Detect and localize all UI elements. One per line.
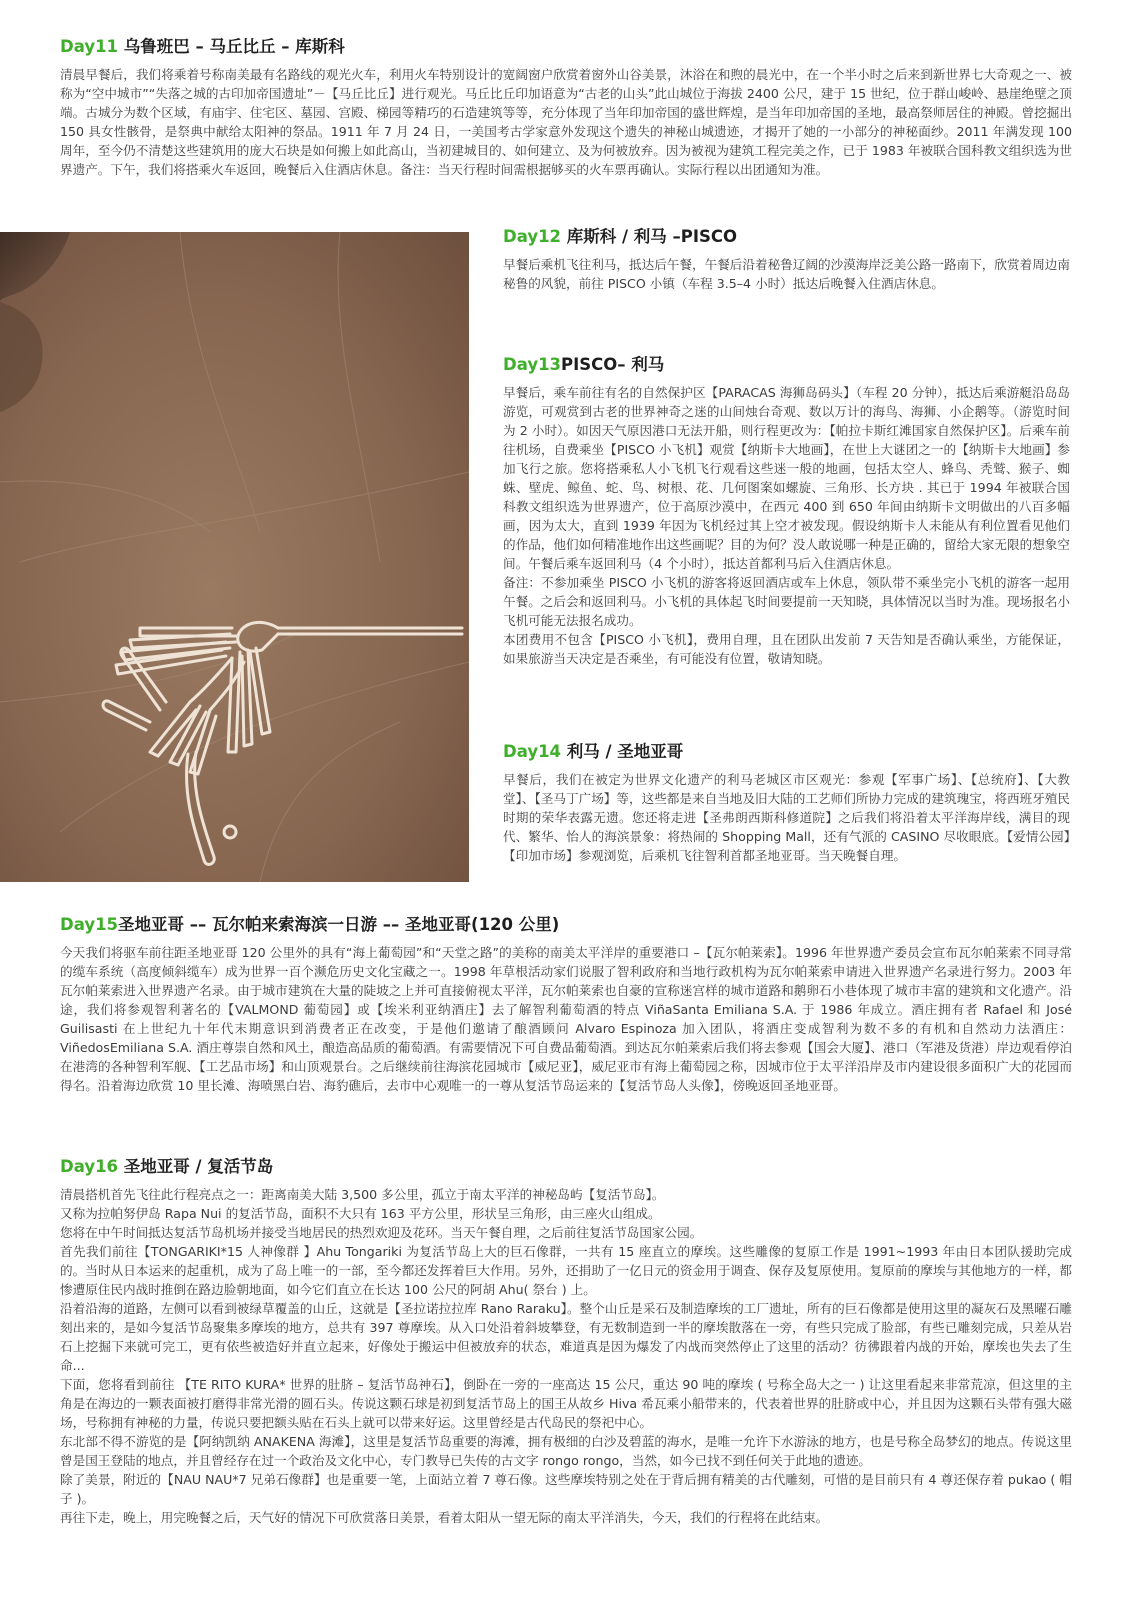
day16-paragraph: 您将在中午时间抵达复活节岛机场并接受当地居民的热烈欢迎及花环。当天午餐自理，之后前往复活节岛国家公园。 — [60, 1225, 703, 1240]
nazca-hummingbird-image — [0, 232, 469, 882]
day16-paragraph: 清晨搭机首先飞往此行程亮点之一：距离南美大陆 3,500 多公里，孤立于南太平洋的神秘岛屿【复活节岛】。 — [60, 1187, 665, 1202]
day15-section — [60, 914, 1072, 1095]
day16-paragraph: 沿着沿海的道路，左侧可以看到被绿草覆盖的山丘，这就是【圣拉诺拉拉库 Rano Raraku】。整个山丘是采石及制造摩埃的工厂遗址，所有的巨石像都是使用这里的凝灰石及黑曜石雕刻出来的，是如今复活节岛聚集多摩埃的地方，总共有 397 尊摩埃。从入口处沿着斜坡攀登，有无数制造到一半的摩埃散落在一旁，有些只完成了脸部，有些已雕刻完成，只差从岩石上挖掘下来就可完工，更有依些被造好并直立起来，好像处于搬运中但被放弃的状态，难道真是因为爆发了内战而突然停止了这里的活动？彷彿跟着内战的开始，摩埃也失去了生命... — [60, 1301, 1072, 1373]
day13-title: Day13PISCO– 利马 — [503, 355, 665, 374]
day16-paragraph: 除了美景，附近的【NAU NAU*7 兄弟石像群】也是重要一笔，上面站立着 7 尊石像。这些摩埃特别之处在于背后拥有精美的古代雕刻，可惜的是目前只有 4 尊还保存着 pukao ( 帽子 )。 — [60, 1472, 1072, 1506]
day16-title: Day16 圣地亚哥 / 复活节岛 — [60, 1157, 274, 1176]
day14-section — [503, 741, 1070, 865]
day12-paragraph: 早餐后乘机飞往利马，抵达后午餐，午餐后沿着秘鲁辽阔的沙漠海岸泛美公路一路南下，欣赏着周边南秘鲁的风貌，前往 PISCO 小镇（车程 3.5–4 小时）抵达后晚餐入住酒店休息。 — [503, 257, 1070, 291]
day11-section — [60, 36, 1072, 179]
day16-section — [60, 1156, 1072, 1527]
day13-paragraph-fee: 本团费用不包含【PISCO 小飞机】，费用自理，且在团队出发前 7 天告知是否确认乘坐，方能保证，如果旅游当天决定是否乘坐，有可能没有位置，敬请知晓。 — [503, 632, 1070, 666]
day13-section — [503, 354, 1070, 668]
day13-paragraph-note: 备注：不参加乘坐 PISCO 小飞机的游客将返回酒店或车上休息，领队带不乘坐完小飞机的游客一起用午餐。之后会和返回利马。小飞机的具体起飞时间要提前一天知晓，具体情况以当时为准。现场报名小飞机可能无法报名成功。 — [503, 575, 1070, 628]
day16-paragraph: 下面，您将看到前往 【TE RITO KURA* 世界的肚脐 – 复活节岛神石】，倒卧在一旁的一座高达 15 公尺，重达 90 吨的摩埃 ( 号称全岛大之一 ) 让这里看起来非常荒凉，但这里的主角是在海边的一颗表面被打磨得非常光滑的圆石头。传说这颗石球是初到复活节岛上的国王从故乡 Hiva 希瓦乘小船带来的，代表着世界的肚脐或中心，并且因为这颗石头带有强大磁场，号称拥有神秘的力量，传说只要把额头贴在石头上就可以带来好运。这里曾经是古代岛民的祭祀中心。 — [60, 1377, 1072, 1430]
day12-title: Day12 库斯科 / 利马 –PISCO — [503, 227, 738, 246]
day16-paragraph: 又称为拉帕努伊岛 Rapa Nui 的复活节岛，面积不大只有 163 平方公里，形状呈三角形，由三座火山组成。 — [60, 1206, 661, 1221]
day15-paragraph: 今天我们将驱车前往距圣地亚哥 120 公里外的具有“海上葡萄园”和“天堂之路”的美称的南美太平洋岸的重要港口 –【瓦尔帕莱索】。1996 年世界遗产委员会宣布瓦尔帕莱索不同寻常的缆车系统（高度倾斜缆车）成为世界一百个濒危历史文化宝藏之一。1998 年草根活动家们说服了智利政府和当地行政机构为瓦尔帕莱索申请进入世界遗产名录进行努力。2003 年瓦尔帕莱索进入世界遗产名录。由于城市建筑在大量的陡坡之上并可直接俯视太平洋，瓦尔帕莱索也自豪的宣称迷宫样的城市道路和鹅卵石小巷体现了城市丰富的建筑和文化遗产。沿途，我们将参观智利著名的【VALMOND 葡萄园】或【埃米利亚纳酒庄】去了解智利葡萄酒的特点 ViñaSanta Emiliana S.A. 于 1986 年成立。酒庄拥有者 Rafael 和 José Guilisasti 在上世纪九十年代末期意识到消费者正在改变，于是他们邀请了酿酒顾问 Alvaro Espinoza 加入团队，将酒庄变成智利为数不多的有机和自然动力法酒庄：ViñedosEmiliana S.A. 酒庄尊崇自然和风土，酿造高品质的葡萄酒。有需要情况下可自费品葡萄酒。到达瓦尔帕莱索后我们将去参观【国会大厦】、港口（军港及货港）岸边观看停泊在港湾的各种智利军舰、【工艺品市场】和山顶观景台。之后继续前往海滨花园城市【威尼亚】，威尼亚市有海上葡萄园之称，因城市位于太平洋沿岸及市内建设很多面积广大的花园而得名。沿着海边欣赏 10 里长滩、海喷黑白岩、海豹礁后，去市中心观唯一的一尊从复活节岛运来的【复活节岛人头像】，傍晚返回圣地亚哥。 — [60, 945, 1072, 1093]
nazca-photo — [0, 232, 469, 882]
day15-title: Day15圣地亚哥 –– 瓦尔帕来索海滨一日游 –– 圣地亚哥(120 公里) — [60, 915, 560, 934]
day11-paragraph: 清晨早餐后，我们将乘着号称南美最有名路线的观光火车，利用火车特别设计的宽阔窗户欣赏着窗外山谷美景，沐浴在和煦的晨光中，在一个半小时之后来到新世界七大奇观之一、被称为“空中城市”“失落之城的古印加帝国遗址”－【马丘比丘】进行观光。马丘比丘印加语意为“古老的山头”此山城位于海拔 2400 公尺，建于 15 世纪，位于群山峻岭、悬崖绝壁之顶端。古城分为数个区域，有庙宇、住宅区、墓园、宫殿、梯园等精巧的石造建筑等等，充分体现了当年印加帝国的盛世辉煌，是当年印加帝国的圣地，最高祭师居住的神殿。曾挖掘出 150 具女性骸骨，是祭典中献给太阳神的祭品。1911 年 7 月 24 日，一美国考古学家意外发现这个遗失的神秘山城遗迹，才揭开了她的一小部分的神秘面纱。2011 年满发现 100 周年，至今仍不清楚这些建筑用的庞大石块是如何搬上如此高山，当初建城目的、如何建立、及为何被放弃。因为被视为建筑工程完美之作，已于 1983 年被联合国科教文组织选为世界遗产。下午，我们将搭乘火车返回，晚餐后入住酒店休息。备注：当天行程时间需根据够买的火车票再确认。实际行程以出团通知为准。 — [60, 67, 1072, 177]
day16-paragraph: 东北部不得不游览的是【阿纳凯纳 ANAKENA 海滩】，这里是复活节岛重要的海滩，拥有极细的白沙及碧蓝的海水，是唯一允许下水游泳的地方，也是号称全岛梦幻的地点。传说这里曾是国王登陆的地点，并且曾经存在过一个政治及文化中心，专门教导已失传的古文字 rongo rongo，当然，如今已找不到任何关于此地的遗迹。 — [60, 1434, 1072, 1468]
day13-paragraph-main: 早餐后，乘车前往有名的自然保护区【PARACAS 海狮岛码头】（车程 20 分钟），抵达后乘游艇沿岛岛游览，可观赏到古老的世界神奇之迷的山间烛台奇观、数以万计的海鸟、海狮、小企鹅等。（游览时间为 2 小时）。如因天气原因港口无法开船，则行程更改为：【帕拉卡斯红滩国家自然保护区】。后乘车前往机场，自费乘坐【PISCO 小飞机】观赏【纳斯卡大地画】，在世上大谜团之一的【纳斯卡大地画】参加飞行之旅。您将搭乘私人小飞机飞行观看这些迷一般的地画，包括太空人、蜂鸟、秃鹫、猴子、蜘蛛、壁虎、鲸鱼、蛇、鸟、树根、花、几何图案如螺旋、三角形、长方块 . 其已于 1994 年被联合国科教文组织选为世界遗产，位于高原沙漠中，在西元 400 到 650 年间由纳斯卡文明做出的八百多幅画，因为太大，直到 1939 年因为飞机经过其上空才被发现。假设纳斯卡人未能从有利位置看见他们的作品，他们如何精准地作出这些画呢？目的为何？没人敢说哪一种是正确的，留给大家无限的想象空间。午餐后乘车返回利马（4 个小时），抵达首都利马后入住酒店休息。 — [503, 385, 1070, 571]
day16-paragraph: 再往下走，晚上，用完晚餐之后，天气好的情况下可欣赏落日美景，看着太阳从一望无际的南太平洋消失，今天，我们的行程将在此结束。 — [60, 1510, 829, 1525]
day11-title: Day11 乌鲁班巴 – 马丘比丘 – 库斯科 — [60, 37, 345, 56]
day12-section — [503, 226, 1070, 293]
day14-paragraph: 早餐后，我们在被定为世界文化遗产的利马老城区市区观光：参观【军事广场】、【总统府】、【大教堂】、【圣马丁广场】等，这些都是来自当地及旧大陆的工艺师们所协力完成的建筑瑰宝，将西班牙殖民时期的荣华表露无遗。您还将走进【圣弗朗西斯科修道院】之后我们将沿着太平洋海岸线，满目的现代、繁华、怡人的海滨景象：将热闹的 Shopping Mall，还有气派的 CASINO 尽收眼底。【爱情公园】【印加市场】参观浏览，后乘机飞往智利首都圣地亚哥。当天晚餐自理。 — [503, 772, 1070, 863]
day16-paragraph: 首先我们前往【TONGARIKI*15 人神像群 】Ahu Tongariki 为复活节岛上大的巨石像群，一共有 15 座直立的摩埃。这些雕像的复原工作是 1991~1993 年由日本团队援助完成的。当时从日本运来的起重机，成为了岛上唯一的一部，至今都还发挥着巨大作用。另外，还捐助了一亿日元的资金用于调查、保存及复原使用。复原前的摩埃与其他地方的一样，都惨遭原住民内战时推倒在路边脸朝地面，如今它们直立在长达 100 公尺的阿胡 Ahu( 祭台 ) 上。 — [60, 1244, 1072, 1297]
day14-title: Day14 利马 / 圣地亚哥 — [503, 742, 684, 761]
